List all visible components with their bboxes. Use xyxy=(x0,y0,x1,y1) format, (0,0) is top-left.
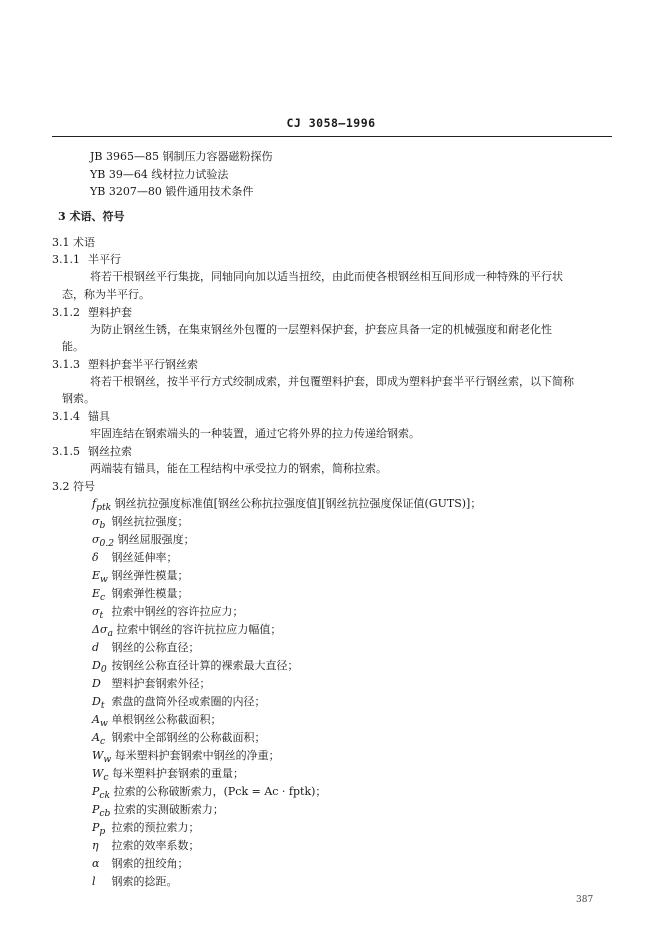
symbol-description: 单根钢丝公称截面积； xyxy=(111,713,222,726)
symbol-row xyxy=(92,497,481,515)
section-3-1-5-heading xyxy=(52,445,132,459)
symbol-row xyxy=(92,731,266,749)
term-name: 半平行 xyxy=(88,253,121,266)
symbol: $\sigma_b$ xyxy=(92,515,106,532)
clause-number: 3.1.4 xyxy=(52,410,80,423)
symbol-row xyxy=(92,551,178,565)
symbol: $\sigma_{0.2}$ xyxy=(92,533,115,550)
term-name: 塑料护套半平行钢丝索 xyxy=(88,358,198,371)
clause-number: 3.1.1 xyxy=(52,253,80,266)
symbol: α xyxy=(92,857,100,870)
symbol: $\Delta\sigma_a$ xyxy=(92,623,113,640)
symbol: l xyxy=(92,875,96,888)
symbol-row xyxy=(92,515,189,533)
section-3-1-3-heading xyxy=(52,358,198,372)
symbol-row xyxy=(92,659,299,677)
symbol-row xyxy=(92,821,200,839)
definition-text: 将若干根钢丝平行集拢，同轴同向加以适当扭绞，由此而使各根钢丝相互间形成一种特殊的平行状 xyxy=(90,270,563,283)
term-name: 钢丝拉索 xyxy=(88,445,132,458)
symbol: $W_w$ xyxy=(92,749,112,766)
symbol: $E_w$ xyxy=(92,569,108,586)
symbol-row xyxy=(92,749,280,767)
term-name: 锚具 xyxy=(88,410,110,423)
symbol: $P_{ck}$ xyxy=(92,785,111,802)
symbol-description: 钢丝抗拉强度标准值[钢丝公称抗拉强度值][钢丝抗拉强度保证值(GUTS)]； xyxy=(114,497,482,510)
symbol-description: 钢索中全部钢丝的公称截面积； xyxy=(111,731,266,744)
standard-code-header: CJ 3058—1996 xyxy=(286,116,376,130)
symbol-description: 钢丝延伸率； xyxy=(111,551,178,564)
symbol-description: 拉索的实测破断索力； xyxy=(113,803,224,816)
term-name: 塑料护套 xyxy=(88,306,132,319)
symbol: $A_c$ xyxy=(92,731,106,748)
symbol-description: 每米塑料护套钢索中钢丝的净重； xyxy=(114,749,280,762)
symbol-description: 钢丝弹性模量； xyxy=(111,569,189,582)
symbol-row xyxy=(92,713,222,731)
section-3-heading: 3 术语、符号 xyxy=(58,210,125,223)
symbol-row xyxy=(92,803,224,821)
symbol: D xyxy=(92,677,101,690)
symbol-description: 拉索中钢丝的容许抗拉应力幅值； xyxy=(116,623,282,636)
reference-item: YB 3207—80 锻件通用技术条件 xyxy=(90,185,254,198)
definition-text: 能。 xyxy=(62,340,84,353)
definition-text: 态，称为半平行。 xyxy=(62,288,150,301)
section-3-1-4-heading xyxy=(52,410,110,424)
symbol-description: 钢索的捻距。 xyxy=(111,875,178,888)
symbol-row xyxy=(92,767,244,785)
definition-text: 两端装有锚具，能在工程结构中承受拉力的钢索，简称拉索。 xyxy=(90,462,387,475)
symbol-description: 钢丝屈服强度； xyxy=(117,533,195,546)
section-3-1-heading: 3.1 术语 xyxy=(52,236,95,249)
symbol: η xyxy=(92,839,99,852)
symbol-description: 钢索弹性模量； xyxy=(111,587,189,600)
symbol-description: 拉索的公称破断索力，(Pck = Ac · fptk)； xyxy=(113,785,327,798)
symbol: $P_{cb}$ xyxy=(92,803,111,820)
symbol: $\sigma_t$ xyxy=(92,605,104,622)
definition-text: 为防止钢丝生锈，在集束钢丝外包覆的一层塑料保护套，护套应具备一定的机械强度和耐老化性 xyxy=(90,323,552,336)
symbol-description: 按钢丝公称直径计算的裸索最大直径； xyxy=(111,659,299,672)
symbol-row xyxy=(92,623,281,641)
symbol: d xyxy=(92,641,100,654)
section-3-1-2-heading xyxy=(52,306,132,320)
clause-number: 3.1.5 xyxy=(52,445,80,458)
symbol-description: 每米塑料护套钢索的重量； xyxy=(111,767,244,780)
symbol-description: 钢索的扭绞角； xyxy=(111,857,189,870)
reference-item: YB 39—64 线材拉力试验法 xyxy=(90,168,229,181)
symbol-row xyxy=(92,587,189,605)
symbol: $f_{ptk}$ xyxy=(92,497,112,514)
symbol-row xyxy=(92,641,200,655)
symbol: $E_c$ xyxy=(92,587,106,604)
clause-number: 3.1.2 xyxy=(52,306,80,319)
symbol-description: 塑料护套钢索外径； xyxy=(111,677,211,690)
symbol-description: 钢丝的公称直径； xyxy=(111,641,200,654)
symbol-row xyxy=(92,875,178,889)
header-rule xyxy=(52,136,612,137)
symbol-row xyxy=(92,569,189,587)
symbol-row xyxy=(92,839,200,853)
symbol-row xyxy=(92,533,195,551)
symbol-row xyxy=(92,605,244,623)
symbol: $P_p$ xyxy=(92,821,106,838)
symbol-row xyxy=(92,677,211,691)
reference-item: JB 3965—85 钢制压力容器磁粉探伤 xyxy=(90,150,273,163)
clause-number: 3.1.3 xyxy=(52,358,80,371)
symbol: $A_w$ xyxy=(92,713,108,730)
symbol: $D_0$ xyxy=(92,659,107,676)
symbol-description: 拉索中钢丝的容许拉应力； xyxy=(111,605,244,618)
symbol: $W_c$ xyxy=(92,767,109,784)
definition-text: 钢索。 xyxy=(62,392,95,405)
symbol: δ xyxy=(92,551,99,564)
page-number: 387 xyxy=(576,895,594,905)
symbol-description: 拉索的效率系数； xyxy=(111,839,200,852)
symbol-row xyxy=(92,695,266,713)
symbol-description: 拉索的预拉索力； xyxy=(111,821,200,834)
symbol-row xyxy=(92,785,326,803)
section-3-2-heading: 3.2 符号 xyxy=(52,480,95,493)
symbol-description: 索盘的盘筒外径或索圈的内径； xyxy=(111,695,266,708)
symbol-description: 钢丝抗拉强度； xyxy=(111,515,189,528)
section-3-1-1-heading xyxy=(52,253,121,267)
definition-text: 将若干根钢丝，按半平行方式绞制成索，并包覆塑料护套，即成为塑料护套半平行钢丝索，以下简称 xyxy=(90,375,574,388)
symbol-row xyxy=(92,857,189,871)
definition-text: 牢固连结在钢索端头的一种装置，通过它将外界的拉力传递给钢索。 xyxy=(90,427,420,440)
symbol: $D_t$ xyxy=(92,695,105,712)
